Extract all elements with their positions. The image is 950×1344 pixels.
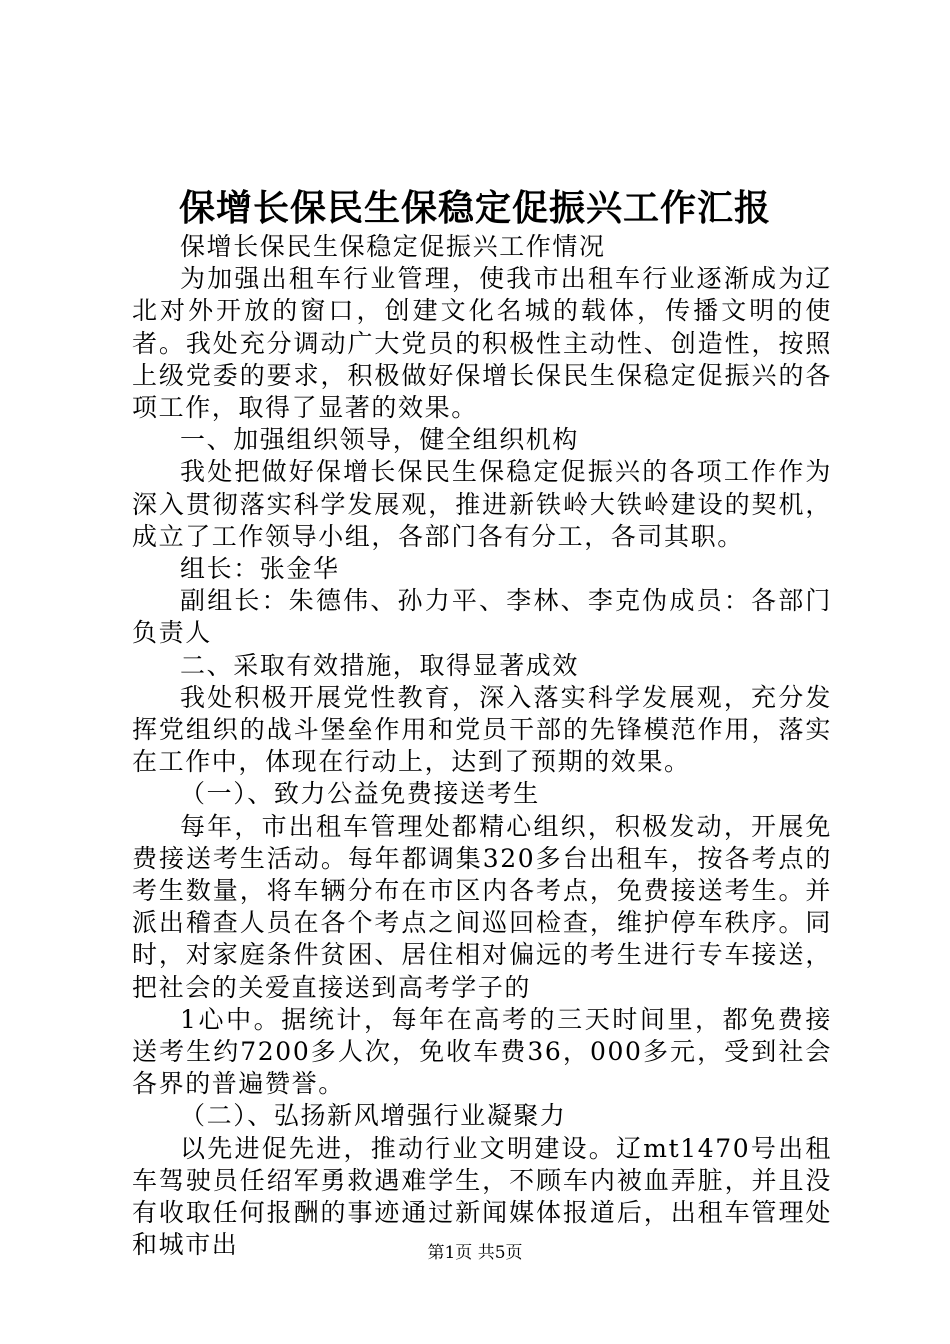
paragraph-section-1: 我处把做好保增长保民生保稳定促振兴的各项工作作为深入贯彻落实科学发展观，推进新铁岭大铁岭建设的契机，成立了工作领导小组，各部门各有分工，各司其职。 — [132, 457, 832, 551]
paragraph-deputy-leaders: 副组长：朱德伟、孙力平、李林、李克伪成员：各部门负责人 — [132, 586, 832, 648]
page-footer: 第1页 共5页 — [427, 1243, 523, 1263]
paragraph-subtitle: 保增长保民生保稳定促振兴工作情况 — [180, 232, 606, 261]
subsection-heading-2: （二）、弘扬新风增强行业凝聚力 — [180, 1101, 567, 1131]
paragraph-subsection-2: 以先进促先进，推动行业文明建设。辽mt1470号出租车驾驶员任绍军勇救遇难学生，不顾车内被血弄脏，并且没有收取任何报酬的事迹通过新闻媒体报道后，出租车管理处和城市出 — [132, 1133, 832, 1260]
paragraph-intro: 为加强出租车行业管理，使我市出租车行业逐渐成为辽北对外开放的窗口，创建文化名城的载体，传播文明的使者。我处充分调动广大党员的积极性主动性、创造性，按照上级党委的要求，积极做好保增长保民生保稳定促振兴的各项工作，取得了显著的效果。 — [132, 264, 832, 423]
document-title: 保增长保民生保稳定促振兴工作汇报 — [178, 187, 771, 229]
section-heading-2: 二、采取有效措施，取得显著成效 — [180, 650, 580, 680]
paragraph-section-2: 我处积极开展党性教育，深入落实科学发展观，充分发挥党组织的战斗堡垒作用和党员干部的先锋模范作用，落实在工作中，体现在行动上，达到了预期的效果。 — [132, 682, 832, 777]
subsection-heading-1: （一）、致力公益免费接送考生 — [180, 779, 540, 809]
section-heading-1: 一、加强组织领导，健全组织机构 — [180, 425, 580, 455]
paragraph-subsection-1-cont: 1心中。据统计，每年在高考的三天时间里，都免费接送考生约7200多人次，免收车费36，000多元，受到社会各界的普遍赞誉。 — [132, 1004, 832, 1099]
paragraph-leader: 组长：张金华 — [180, 554, 340, 584]
paragraph-subsection-1: 每年，市出租车管理处都精心组织，积极发动，开展免费接送考生活动。每年都调集320多台出租车，按各考点的考生数量，将车辆分布在市区内各考点，免费接送考生。并派出稽查人员在各个考点之间巡回检查，维护停车秩序。同时，对家庭条件贫困、居住相对偏远的考生进行专车接送，把社会的关爱直接送到高考学子的 — [132, 811, 832, 1002]
document-body — [132, 231, 832, 1262]
